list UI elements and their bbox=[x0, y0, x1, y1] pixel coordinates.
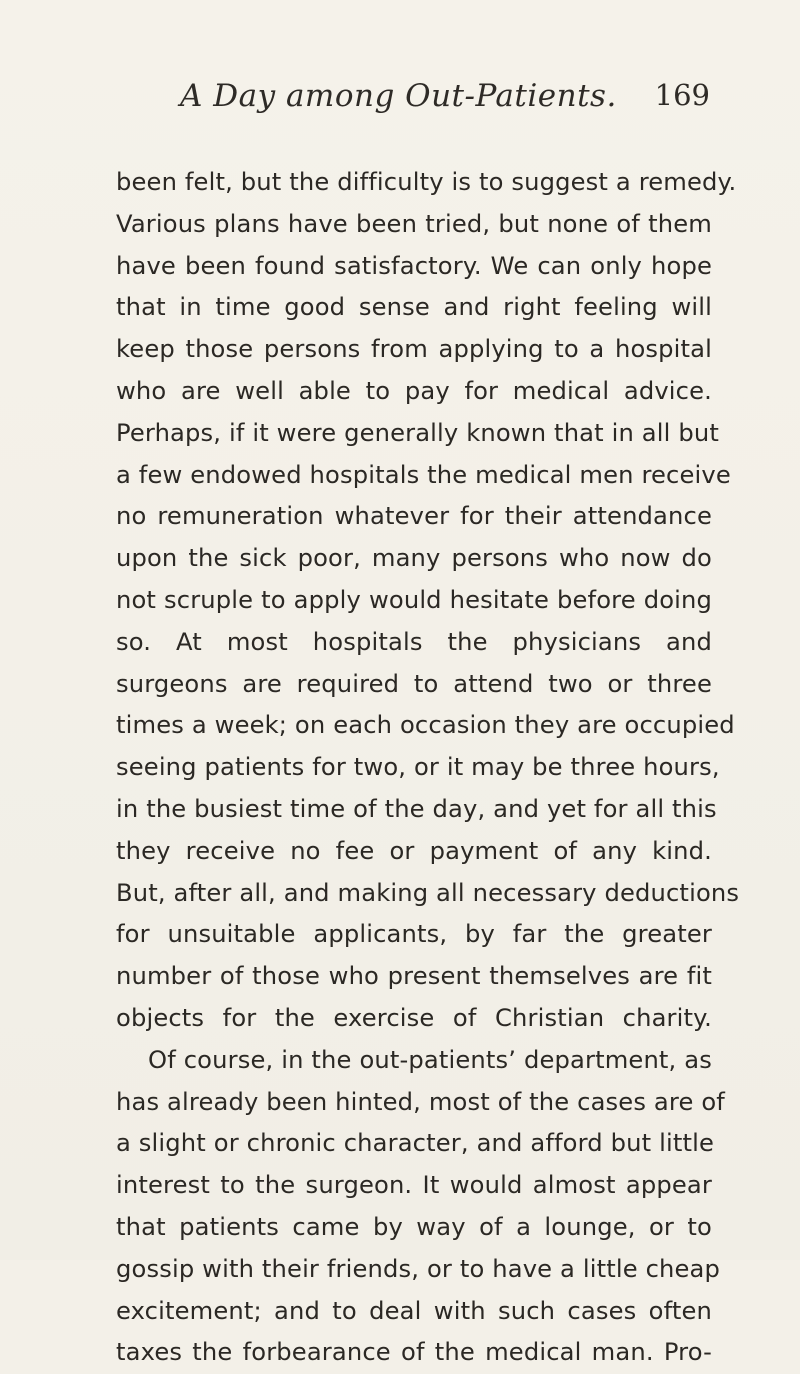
text-line: that in time good sense and right feeling will bbox=[116, 293, 712, 322]
text-line: who are well able to pay for medical advice. bbox=[116, 376, 712, 405]
text-line-paragraph-start: Of course, in the out-patients’ department, as bbox=[148, 1045, 712, 1074]
text-line: has already been hinted, most of the cases are of bbox=[116, 1087, 725, 1116]
text-line: times a week; on each occasion they are occupied bbox=[116, 711, 735, 740]
text-line: interest to the surgeon. It would almost appear bbox=[116, 1171, 712, 1200]
text-line: no remuneration whatever for their attendance bbox=[116, 502, 712, 531]
text-line: been felt, but the difficulty is to suggest a remedy. bbox=[116, 168, 737, 196]
text-line: a few endowed hospitals the medical men receive bbox=[116, 460, 731, 489]
text-line: keep those persons from applying to a hospital bbox=[116, 335, 712, 364]
text-line: surgeons are required to attend two or three bbox=[116, 669, 712, 698]
running-head bbox=[150, 78, 710, 128]
text-line: But, after all, and making all necessary deductions bbox=[116, 878, 740, 907]
text-line: not scruple to apply would hesitate before doing bbox=[116, 585, 712, 614]
text-line: seeing patients for two, or it may be three hours, bbox=[116, 753, 720, 782]
text-line: objects for the exercise of Christian charity. bbox=[116, 1003, 712, 1032]
text-line: gossip with their friends, or to have a little cheap bbox=[116, 1254, 721, 1283]
text-line: they receive no fee or payment of any kind. bbox=[116, 836, 712, 865]
text-line: that patients came by way of a lounge, or to bbox=[116, 1212, 712, 1241]
text-line: number of those who present themselves are fit bbox=[116, 962, 712, 991]
text-line: have been found satisfactory. We can only hope bbox=[116, 251, 712, 280]
text-line: for unsuitable applicants, by far the greater bbox=[116, 920, 712, 949]
running-title: A Day among Out-Patients. bbox=[180, 78, 617, 114]
text-line: Various plans have been tried, but none of them bbox=[116, 209, 712, 238]
text-line: a slight or chronic character, and afford but little bbox=[116, 1129, 714, 1158]
text-line: so. At most hospitals the physicians and bbox=[116, 627, 712, 656]
text-line: excitement; and to deal with such cases often bbox=[116, 1296, 712, 1325]
body-text bbox=[116, 162, 740, 1374]
text-line: in the busiest time of the day, and yet for all this bbox=[116, 794, 717, 823]
text-line: Perhaps, if it were generally known that in all but bbox=[116, 418, 719, 447]
page-number: 169 bbox=[654, 78, 710, 112]
text-line: taxes the forbearance of the medical man. Pro- bbox=[116, 1338, 712, 1367]
text-line: upon the sick poor, many persons who now do bbox=[116, 544, 712, 573]
